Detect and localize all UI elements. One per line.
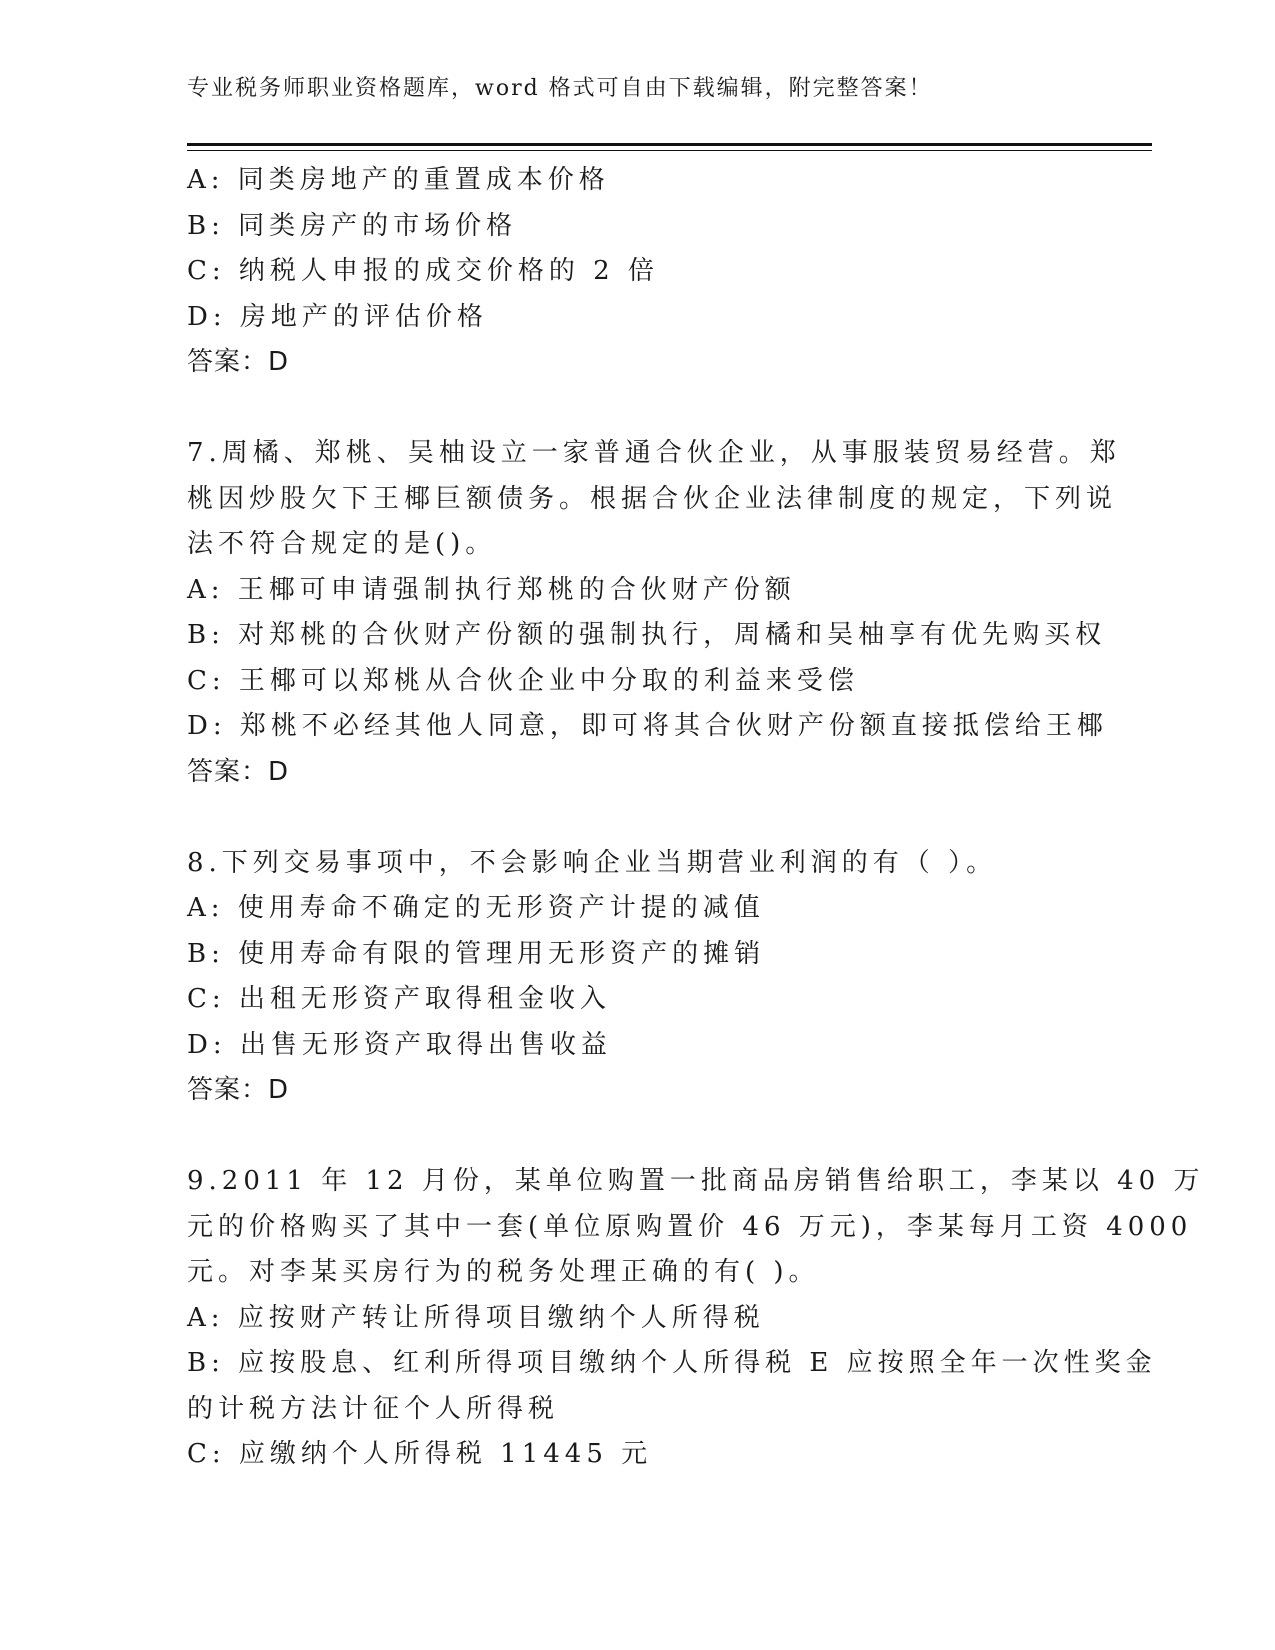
option-a: A: 同类房地产的重置成本价格 [187,165,610,195]
question-stem-line: 元的价格购买了其中一套(单位原购置价 46 万元)，李某每月工资 4000 [187,1211,1193,1242]
option-c: C: 应缴纳个人所得税 11445 元 [187,1439,653,1469]
answer: 答案：D [187,347,290,377]
option-b: B: 对郑桃的合伙财产份额的强制执行，周橘和吴柚享有优先购买权 [187,620,1107,650]
question-content [187,158,1205,1478]
option-c: C: 出租无形资产取得租金收入 [187,984,611,1014]
header-rule-thick [187,143,1152,146]
header-rule-thin [187,150,1152,151]
question-8 [187,841,1087,1114]
option-b: B: 使用寿命有限的管理用无形资产的摊销 [187,938,766,969]
question-7 [187,431,1121,795]
question-6 [187,158,1087,386]
question-stem-line: 元。对李某买房行为的税务处理正确的有( )。 [187,1257,820,1287]
answer: 答案：D [187,756,290,787]
option-b-continued: 的计税方法计征个人所得税 [187,1393,560,1424]
option-d: D: 出售无形资产取得出售收益 [187,1029,612,1060]
option-a: A: 使用寿命不确定的无形资产计提的减值 [187,893,765,923]
option-d: D: 郑桃不必经其他人同意，即可将其合伙财产份额直接抵偿给王椰 [187,711,1108,741]
question-stem-line: 9.2011 年 12 月份，某单位购置一批商品房销售给职工，李某以 40 万 [187,1166,1205,1196]
option-b: B: 同类房产的市场价格 [187,210,518,241]
question-9 [187,1159,1205,1478]
option-b: B: 应按股息、红利所得项目缴纳个人所得税 E 应按照全年一次性奖金 [187,1348,1157,1378]
answer: 答案：D [187,1075,290,1105]
page-header: 专业税务师职业资格题库，word 格式可自由下载编辑，附完整答案！ [187,76,933,101]
option-d: D: 房地产的评估价格 [187,301,488,332]
option-c: C: 纳税人申报的成交价格的 2 倍 [187,256,659,286]
question-stem-line: 法不符合规定的是()。 [187,529,497,559]
spacer [187,386,1087,432]
question-stem-line: 8.下列交易事项中，不会影响企业当期营业利润的有（ ）。 [187,847,998,878]
question-stem-line: 7.周橘、郑桃、吴柚设立一家普通合伙企业，从事服装贸易经营。郑 [187,438,1121,468]
spacer [187,1114,1087,1160]
spacer [187,795,1087,841]
option-c: C: 王椰可以郑桃从合伙企业中分取的利益来受偿 [187,665,859,696]
option-a: A: 王椰可申请强制执行郑桃的合伙财产份额 [187,574,796,605]
option-a: A: 应按财产转让所得项目缴纳个人所得税 [187,1302,765,1333]
question-stem-line: 桃因炒股欠下王椰巨额债务。根据合伙企业法律制度的规定，下列说 [187,483,1118,514]
